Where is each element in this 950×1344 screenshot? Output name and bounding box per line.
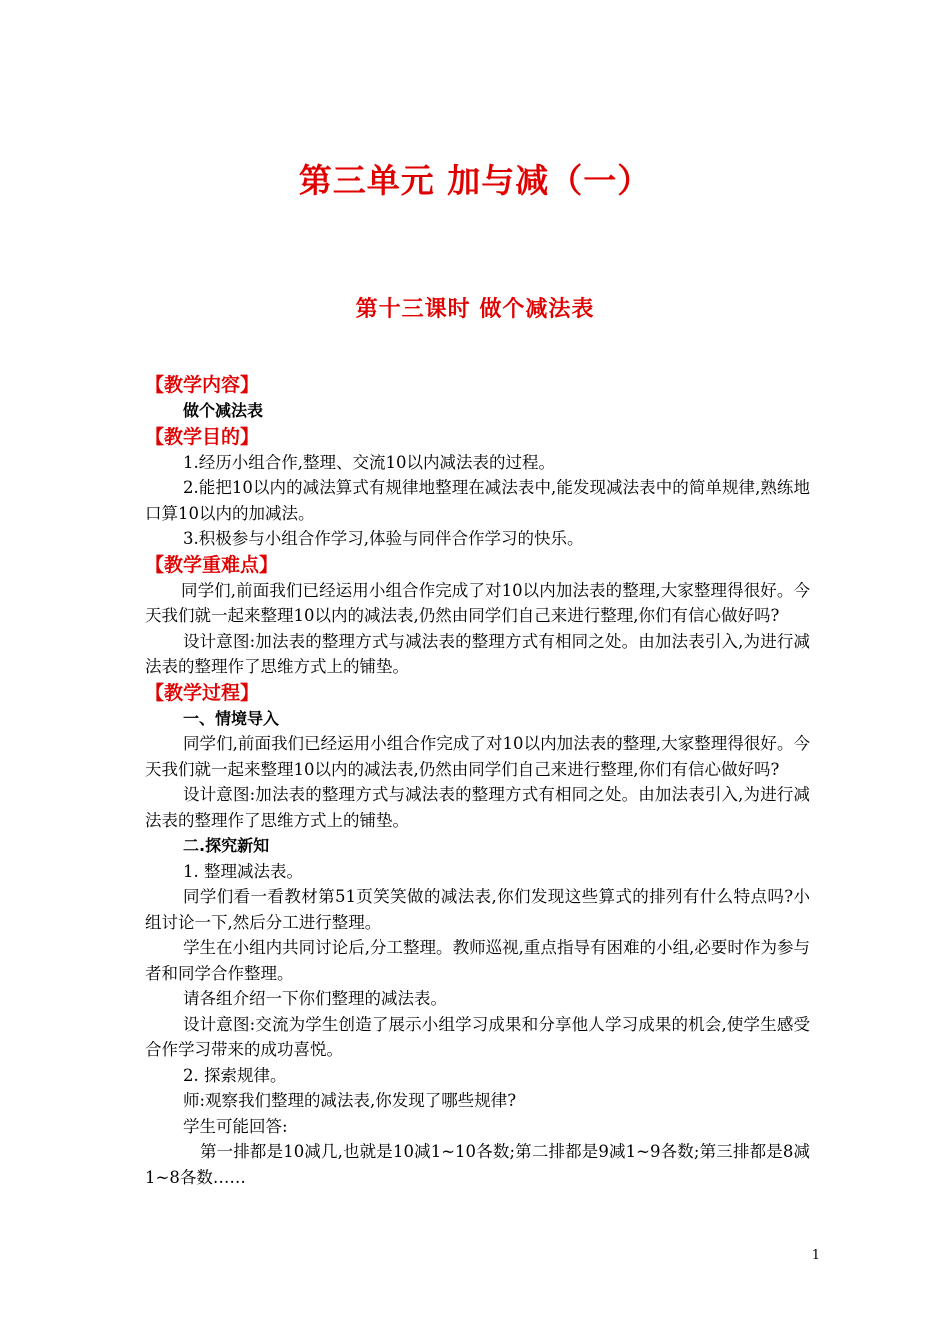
page-number: 1 (811, 1248, 820, 1263)
paragraph: 同学们,前面我们已经运用小组合作完成了对10以内加法表的整理,大家整理得很好。今天我们就一起来整理10以内的减法表,仍然由同学们自己来进行整理,你们有信心做好吗? (145, 580, 810, 625)
step-heading: 一、情境导入 (183, 708, 280, 728)
page-title: 第三单元 加与减（一） (298, 161, 652, 200)
section-heading-key-points: 【教学重难点】 (145, 553, 279, 576)
paragraph: 师:观察我们整理的减法表,你发现了哪些规律? (183, 1091, 517, 1110)
paragraph: 第一排都是10减几,也就是10减1~10各数;第二排都是9减1~9各数;第三排都是8减1~8各数…… (145, 1142, 810, 1187)
paragraph: 设计意图:交流为学生创造了展示小组学习成果和分享他人学习成果的机会,使学生感受合作学习带来的成功喜悦。 (145, 1014, 810, 1059)
step-heading: 二.探究新知 (183, 836, 270, 855)
paragraph: 设计意图:加法表的整理方式与减法表的整理方式有相同之处。由加法表引入,为进行减法表的整理作了思维方式上的铺垫。 (145, 631, 810, 676)
document-body (145, 372, 810, 1190)
paragraph: 请各组介绍一下你们整理的减法表。 (183, 989, 447, 1008)
content-text: 做个减法表 (183, 401, 264, 420)
goal-item: 3.积极参与小组合作学习,体验与同伴合作学习的快乐。 (183, 529, 584, 548)
paragraph: 学生可能回答: (183, 1116, 288, 1136)
list-item: 2. 探索规律。 (183, 1065, 287, 1085)
lesson-subtitle: 第十三课时 做个减法表 (355, 297, 595, 322)
list-item: 1. 整理减法表。 (183, 861, 303, 881)
paragraph: 学生在小组内共同讨论后,分工整理。教师巡视,重点指导有困难的小组,必要时作为参与者和同学合作整理。 (145, 938, 810, 983)
paragraph: 同学们,前面我们已经运用小组合作完成了对10以内加法表的整理,大家整理得很好。今天我们就一起来整理10以内的减法表,仍然由同学们自己来进行整理,你们有信心做好吗? (145, 734, 810, 779)
goal-item: 2.能把10以内的减法算式有规律地整理在减法表中,能发现减法表中的简单规律,熟练地口算10以内的加减法。 (145, 478, 810, 523)
section-heading-goals: 【教学目的】 (145, 425, 260, 448)
paragraph: 设计意图:加法表的整理方式与减法表的整理方式有相同之处。由加法表引入,为进行减法表的整理作了思维方式上的铺垫。 (145, 785, 810, 830)
section-heading-content: 【教学内容】 (145, 374, 260, 396)
goal-item: 1.经历小组合作,整理、交流10以内减法表的过程。 (183, 452, 555, 472)
section-heading-process: 【教学过程】 (145, 681, 260, 704)
paragraph: 同学们看一看教材第51页笑笑做的减法表,你们发现这些算式的排列有什么特点吗?小组讨论一下,然后分工进行整理。 (145, 887, 810, 932)
